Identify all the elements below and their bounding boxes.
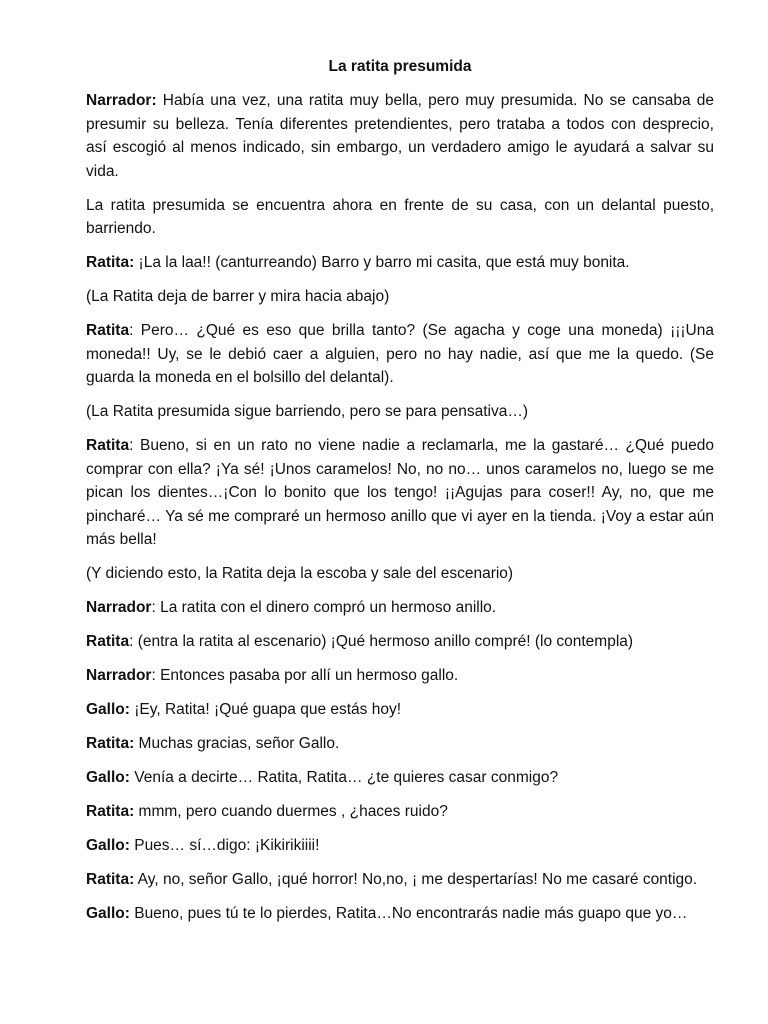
paragraph-text: (La Ratita deja de barrer y mira hacia abajo) xyxy=(86,288,390,305)
paragraph xyxy=(86,251,714,275)
paragraph-text: : Pero… ¿Qué es eso que brilla tanto? (Se agacha y coge una moneda) ¡¡¡Una moneda!! Uy, se le debió caer a alguien, pero no hay nadie, así que me la quedo. (Se guarda la moneda en el bolsillo del delantal). xyxy=(86,322,714,386)
speaker-label: Ratita xyxy=(86,633,130,650)
paragraph xyxy=(86,319,714,390)
speaker-label: Narrador xyxy=(86,599,152,616)
paragraph-text: : (entra la ratita al escenario) ¡Qué hermoso anillo compré! (lo contempla) xyxy=(129,633,634,650)
paragraph xyxy=(86,664,714,688)
paragraph-text: : La ratita con el dinero compró un hermoso anillo. xyxy=(151,599,497,616)
paragraph-text: (La Ratita presumida sigue barriendo, pero se para pensativa…) xyxy=(86,403,528,420)
paragraph xyxy=(86,596,714,620)
paragraph xyxy=(86,834,714,858)
paragraph-text: mmm, pero cuando duermes , ¿haces ruido? xyxy=(134,803,448,820)
paragraph xyxy=(86,400,714,424)
paragraph-text: Pues… sí…digo: ¡Kikirikiiii! xyxy=(129,837,320,854)
paragraph xyxy=(86,868,714,892)
paragraph-text: Venía a decirte… Ratita, Ratita… ¿te quieres casar conmigo? xyxy=(129,769,559,786)
paragraph xyxy=(86,434,714,552)
paragraph-text: ¡La la laa!! (canturreando) Barro y barro mi casita, que está muy bonita. xyxy=(134,254,630,271)
paragraph-text: Había una vez, una ratita muy bella, pero muy presumida. No se cansaba de presumir su belleza. Tenía diferentes pretendientes, pero trataba a todos con desprecio, así escogió al menos indicado, sin embargo, un verdadero amigo le ayudará a salvar su vida. xyxy=(86,92,714,180)
paragraph xyxy=(86,800,714,824)
speaker-label: Gallo: xyxy=(86,701,130,718)
speaker-label: Ratita: xyxy=(86,254,135,271)
paragraph-text: La ratita presumida se encuentra ahora en frente de su casa, con un delantal puesto, barriendo. xyxy=(86,196,714,237)
paragraph xyxy=(86,698,714,722)
speaker-label: Ratita: xyxy=(86,803,135,820)
paragraph xyxy=(86,285,714,309)
paragraph-text: Muchas gracias, señor Gallo. xyxy=(134,735,340,752)
speaker-label: Narrador: xyxy=(86,92,157,109)
paragraph xyxy=(86,89,714,183)
paragraph-text: : Bueno, si en un rato no viene nadie a reclamarla, me la gastaré… ¿Qué puedo comprar con ella? ¡Ya sé! ¡Unos caramelos! No, no no… unos caramelos no, luego se me pican los dientes…¡Con lo bonito que los tengo! ¡¡Agujas para coser!! Ay, no, que me pincharé… Ya sé me compraré un hermoso anillo que vi ayer en la tienda. ¡Voy a estar aún más bella! xyxy=(86,437,714,548)
paragraph xyxy=(86,630,714,654)
paragraph xyxy=(86,766,714,790)
speaker-label: Ratita: xyxy=(86,735,135,752)
speaker-label: Ratita xyxy=(86,322,130,339)
speaker-label: Gallo: xyxy=(86,837,130,854)
paragraph-text: Bueno, pues tú te lo pierdes, Ratita…No encontrarás nadie más guapo que yo… xyxy=(129,905,688,922)
paragraph-list xyxy=(86,89,714,926)
paragraph xyxy=(86,732,714,756)
document-title: La ratita presumida xyxy=(328,58,472,75)
paragraph-text: ¡Ey, Ratita! ¡Qué guapa que estás hoy! xyxy=(129,701,402,718)
paragraph xyxy=(86,194,714,241)
document-body xyxy=(86,56,714,936)
speaker-label: Narrador xyxy=(86,667,152,684)
paragraph xyxy=(86,902,714,926)
paragraph-text: : Entonces pasaba por allí un hermoso gallo. xyxy=(151,667,459,684)
speaker-label: Ratita xyxy=(86,437,130,454)
paragraph-text: Ay, no, señor Gallo, ¡qué horror! No,no, ¡ me despertarías! No me casaré contigo. xyxy=(134,871,698,888)
paragraph xyxy=(86,562,714,586)
speaker-label: Gallo: xyxy=(86,905,130,922)
speaker-label: Gallo: xyxy=(86,769,130,786)
paragraph-text: (Y diciendo esto, la Ratita deja la escoba y sale del escenario) xyxy=(86,565,514,582)
speaker-label: Ratita: xyxy=(86,871,135,888)
